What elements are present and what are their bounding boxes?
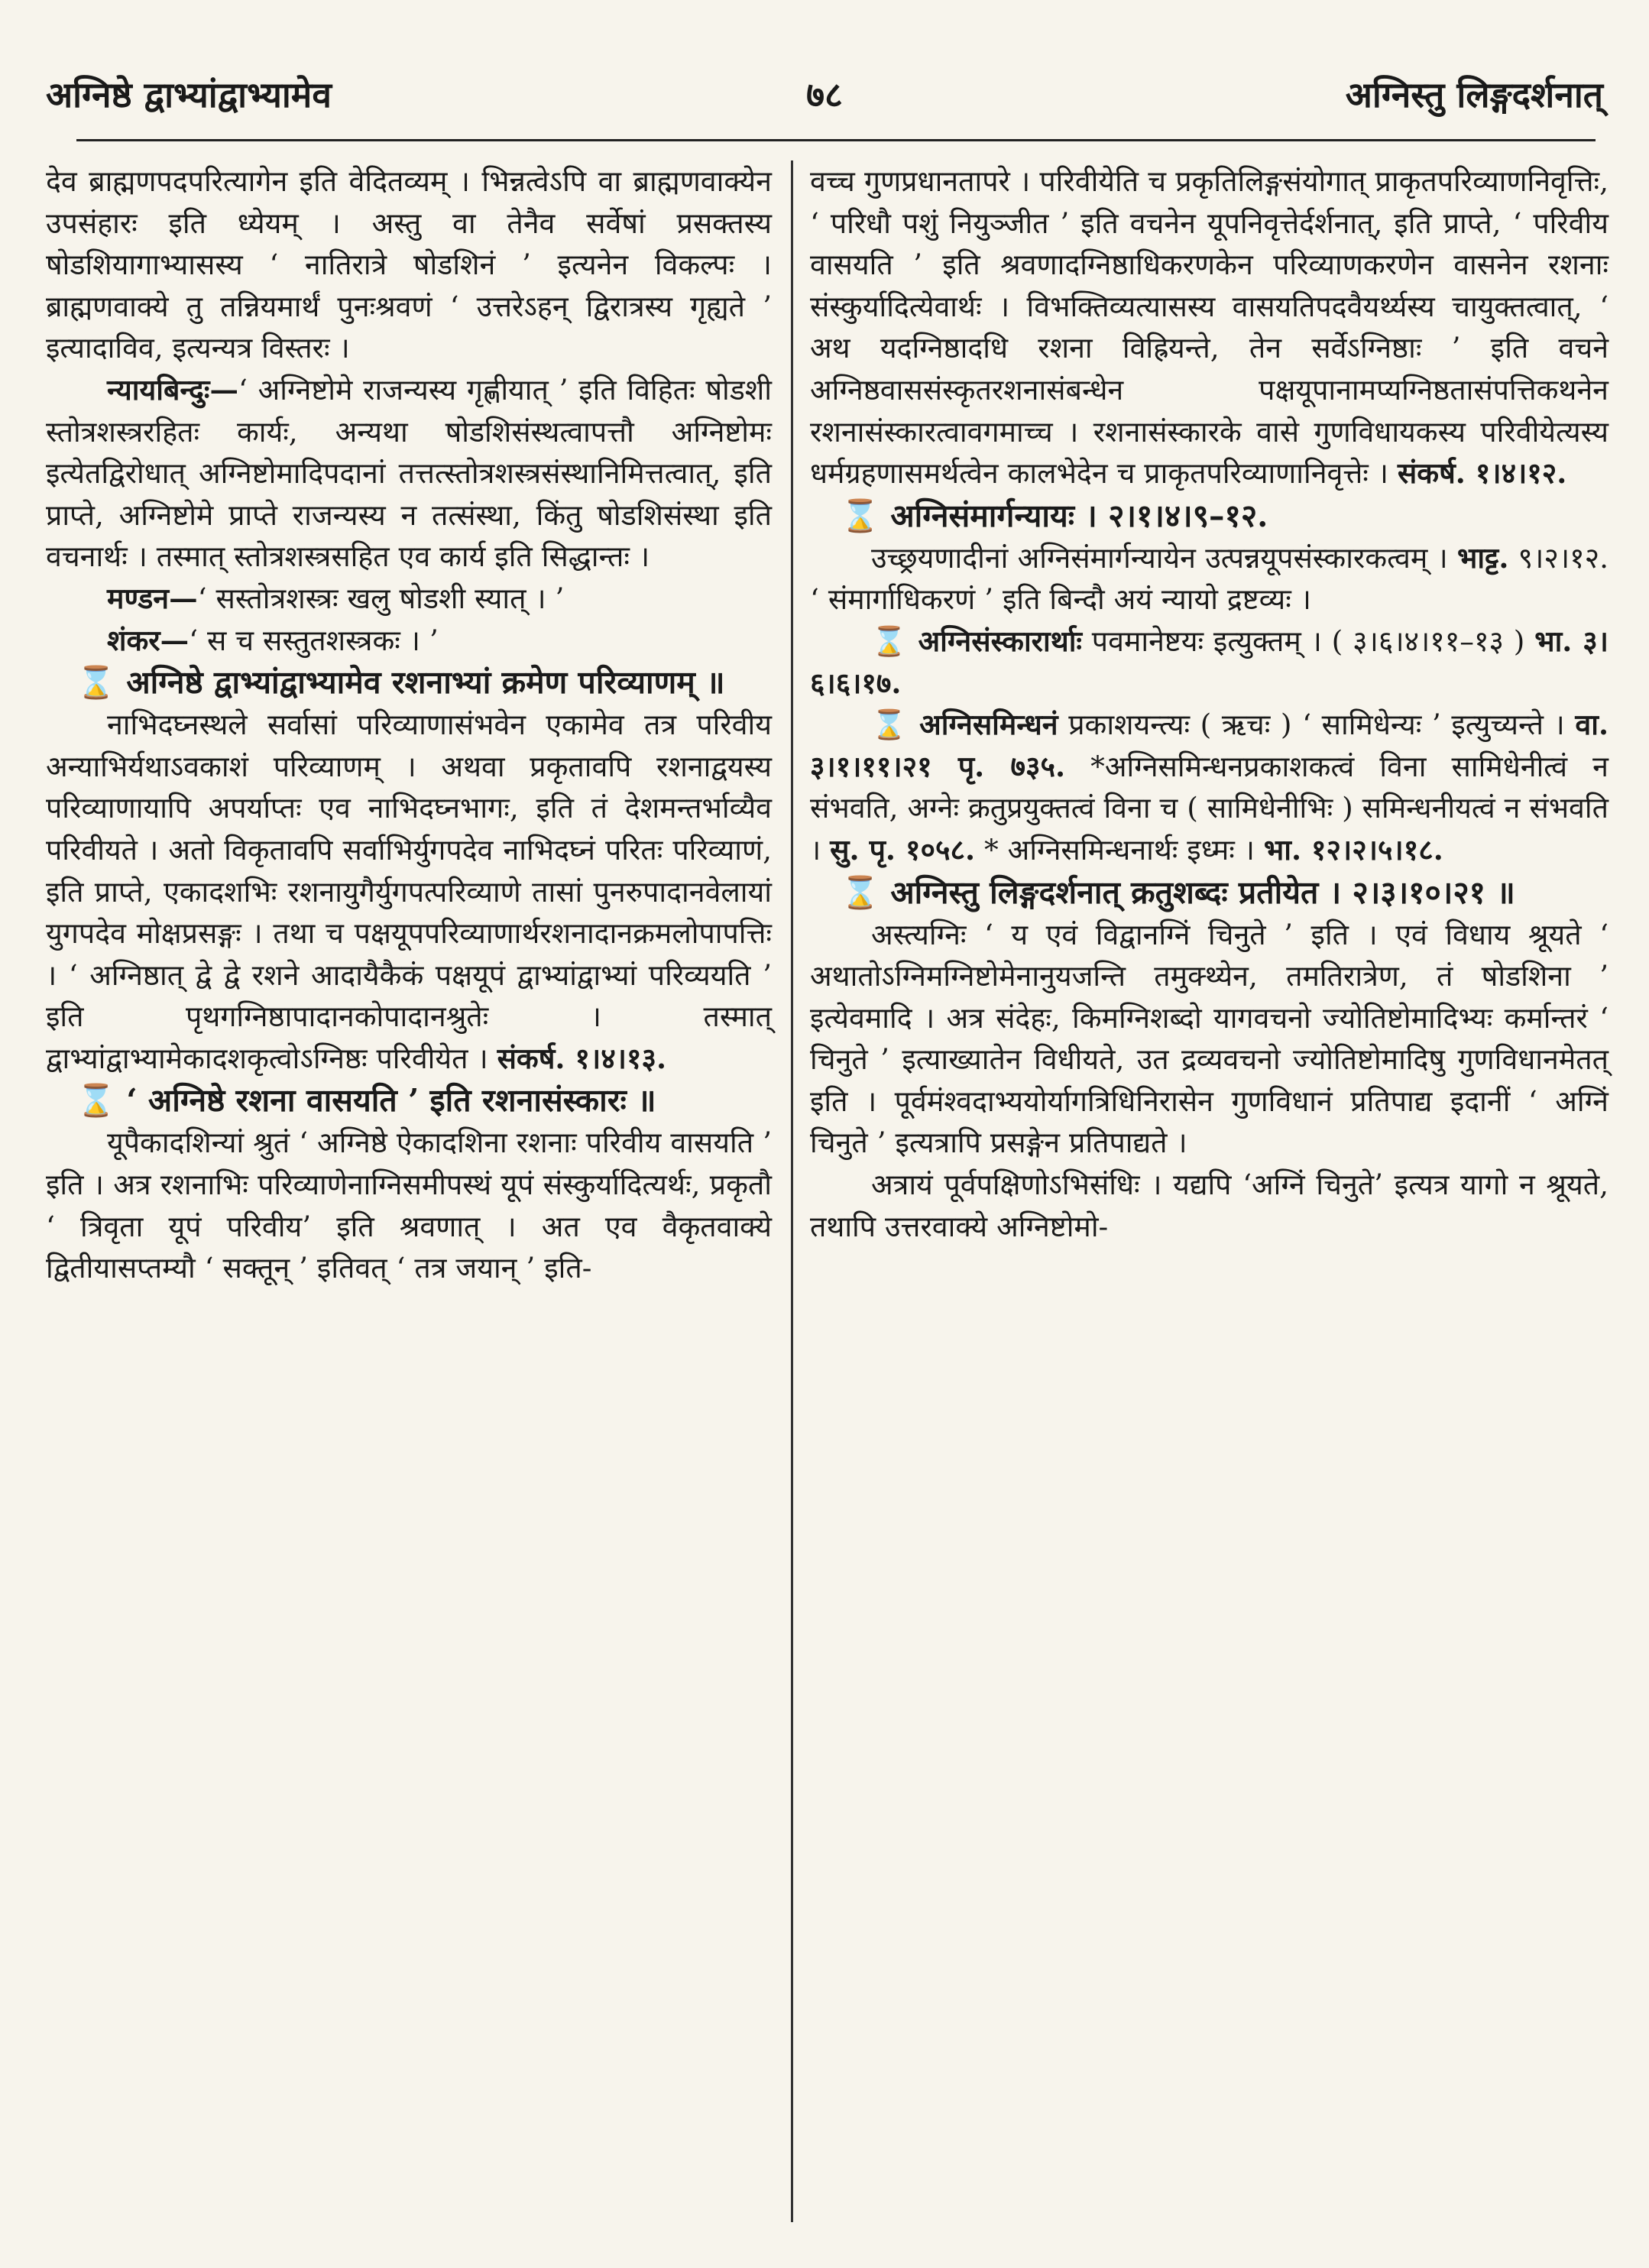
- reference: संकर्ष. १।४।१३.: [497, 1041, 666, 1075]
- right-paragraph-5: अत्रायं पूर्वपक्षिणोऽभिसंधिः । यद्यपि ‘अग्निं चिनुते’ इत्यत्र यागो न श्रूयते, तथापि उत्तरवाक्ये अग्निष्टोमो-: [810, 1168, 1609, 1243]
- section-heading-5: ⌛ अग्निसमिन्धनं प्रकाशयन्त्यः ( ऋचः ) ‘ सामिधेन्यः ’ इत्युच्यन्ते । वा. ३।१।११।२१ पृ. ७३५. *अग्निसमिन्धनप्रकाशकत्वं विना सामिधेनीत्वं न संभवति, अग्नेः क्रतुप्रयुक्तत्वं विना च ( सामिधेनीभिः ) समिन्धनीयत्वं न संभवति । सु. पृ. १०५८. * अग्निसमिन्धनार्थः इध्मः । भा. १२।२।५।१८.: [810, 708, 1609, 867]
- section-mark-icon: ⌛: [871, 624, 918, 658]
- section-mark-icon: ⌛: [871, 708, 920, 742]
- reference: संकर्ष. १।४।१२.: [1397, 456, 1567, 491]
- page-header: [46, 70, 1603, 131]
- mandana-quote: [46, 578, 772, 620]
- page-number: ७८: [806, 74, 843, 115]
- section-heading-1: ⌛ अग्निष्ठे द्वाभ्यांद्वाभ्यामेव रशनाभ्यां क्रमेण परिव्याणम् ॥: [76, 664, 725, 701]
- left-paragraph-2: नाभिदघ्नस्थले सर्वासां परिव्याणासंभवेन एकामेव तत्र परिवीय अन्याभिर्यथाऽवकाशं परिव्याणम् । अथवा प्रकृतावपि रशनाद्वयस्य परिव्याणायापि अपर्याप्तः एव नाभिदघ्नभागः, इति तं देशमन्तर्भाव्यैव परिवीयते । अतो विकृतावपि सर्वाभिर्युगपदेव नाभिदघ्नं परितः परिव्याणं, इति प्राप्ते, एकादशभिः रशनायुगैर्युगपत्परिव्याणे तासां पुनरुपादानवेलायां युगपदेव मोक्षप्रसङ्गः । तथा च पक्षयूपपरिव्याणार्थरशनादानक्रमलोपापत्तिः । ‘ अग्निष्ठात् द्वे द्वे रशने आदायैकैकं पक्षयूपं द्वाभ्यांद्वाभ्यां परिव्ययति ’ इति पृथगग्निष्ठापादानकोपादानश्रुतेः । तस्मात् द्वाभ्यांद्वाभ्यामेकादशकृत्वोऽग्निष्ठः परिवीयेत । संकर्ष. १।४।१३.: [46, 708, 772, 1075]
- section-heading-2: ⌛ ‘ अग्निष्ठे रशना वासयति ’ इति रशनासंस्कारः ॥: [76, 1082, 656, 1119]
- left-column: [46, 160, 772, 2237]
- header-rule: [76, 139, 1596, 141]
- right-column: [810, 160, 1609, 2237]
- column-divider: [791, 160, 793, 2222]
- nyaya-bindu-label: न्यायबिन्दुः—: [107, 372, 238, 407]
- mandana-text: ‘ सस्तोत्रशस्त्रः खलु षोडशी स्यात् । ’: [197, 581, 565, 615]
- shankara-quote: [46, 620, 772, 662]
- shankara-text: ‘ स च सस्तुतशस्त्रकः । ’: [189, 623, 439, 657]
- left-paragraph-1: देव ब्राह्मणपदपरित्यागेन इति वेदितव्यम् । भिन्नत्वेऽपि वा ब्राह्मणवाक्येन उपसंहारः इति ध्येयम् । अस्तु वा तेनैव सर्वेषां प्रसक्तस्य षोडशियागाभ्यासस्य ‘ नातिरात्रे षोडशिनं ’ इत्यनेन विकल्पः । ब्राह्मणवाक्ये तु तन्नियमार्थं पुनःश्रवणं ‘ उत्तरेऽहन् द्विरात्रस्य गृह्यते ’ इत्यादाविव, इत्यन्यत्र विस्तरः ।: [46, 164, 772, 365]
- nyaya-bindu-text: ‘ अग्निष्टोमे राजन्यस्य गृह्णीयात् ’ इति विहितः षोडशी स्तोत्रशस्त्ररहितः कार्यः, अन्यथा षोडशिसंस्थत्वापत्तौ अग्निष्टोमः इत्येतद्विरोधात् अग्निष्टोमादिपदानां तत्तत्स्तोत्रशस्त्रसंस्थानिमित्तत्वात्, इति प्राप्ते, अग्निष्टोमे प्राप्ते राजन्यस्य न तत्संस्था, किंतु षोडशिसंस्था इति वचनार्थः । तस्मात् स्तोत्रशस्त्रसहित एव कार्य इति सिद्धान्तः ।: [46, 372, 772, 574]
- section-mark-icon: ⌛: [841, 497, 891, 534]
- right-paragraph-4: अस्त्यग्निः ‘ य एवं विद्वानग्निं चिनुते ’ इति । एवं विधाय श्रूयते ‘ अथातोऽग्निमग्निष्टोमेनानुयजन्ति तमुक्थ्येन, तमतिरात्रेण, तं षोडशिना ’ इत्येवमादि । अत्र संदेहः, किमग्निशब्दो यागवचनो ज्योतिष्टोमादिभ्यः कर्मान्तरं ‘ चिनुते ’ इत्याख्यातेन विधीयते, उत द्रव्यवचनो ज्योतिष्टोमादिषु गुणविधानमेतत् इति । पूर्वमंश्वदाभ्ययोर्यागत्रिधिनिरासेन गुणविधानं प्रतिपाद्य इदानीं ‘ अग्निं चिनुते ’ इत्यत्रापि प्रसङ्गेन प्रतिपाद्यते ।: [810, 917, 1609, 1160]
- right-paragraph-2: उच्छ्रयणादीनां अग्निसंमार्गन्यायेन उत्पन्नयूपसंस्कारकत्वम् । भाट्ट. ९।२।१२. ‘ संमार्गाधिकरणं ’ इति बिन्दौ अयं न्यायो द्रष्टव्यः ।: [810, 540, 1609, 617]
- nyaya-bindu-paragraph: [46, 369, 772, 578]
- left-paragraph-3: यूपैकादशिन्यां श्रुतं ‘ अग्निष्ठे ऐकादशिना रशनाः परिवीय वासयति ’ इति । अत्र रशनाभिः परिव्याणेनाग्निसमीपस्थं यूपं संस्कुर्यादित्यर्थः, प्रकृतौ ‘ त्रिवृता यूपं परिवीय’ इति श्रवणात् । अत एव वैकृतवाक्ये द्वितीयासप्तम्यौ ‘ सक्तून् ’ इतिवत् ‘ तत्र जयान् ’ इति-: [46, 1126, 772, 1285]
- section-mark-icon: ⌛: [76, 664, 127, 701]
- section-heading-3: ⌛ अग्निसंमार्गन्यायः । २।१।४।९–१२.: [841, 497, 1268, 534]
- section-heading-4: ⌛ अग्निसंस्कारार्थाः पवमानेष्टयः इत्युक्तम् । ( ३।६।४।११–१३ ) भा. ३।६।६।१७.: [810, 624, 1609, 700]
- section-heading-6: ⌛ अग्निस्तु लिङ्गदर्शनात् क्रतुशब्दः प्रतीयेत । २।३।१०।२१ ॥: [841, 873, 1515, 911]
- section-mark-icon: ⌛: [841, 873, 891, 911]
- right-paragraph-1: वच्च गुणप्रधानतापरे । परिवीयेति च प्रकृतिलिङ्गसंयोगात् प्राकृतपरिव्याणनिवृत्तिः, ‘ परिधौ पशुं नियुञ्जीत ’ इति वचनेन यूपनिवृत्तेर्दर्शनात्, इति प्राप्ते, ‘ परिवीय वासयति ’ इति श्रवणादग्निष्ठाधिकरणकेन परिव्याणकरणेन वासनेन रशनाः संस्कुर्यादित्येवार्थः । विभक्तिव्यत्यासस्य वासयतिपदवैयर्थ्यस्य चायुक्तत्वात्, ‘ अथ यदग्निष्ठादधि रशना विह्रियन्ते, तेन सर्वेऽग्निष्ठाः ’ इति वचने अग्निष्ठवाससंस्कृतरशनासंबन्धेन पक्षयूपानामप्यग्निष्ठतासंपत्तिकथनेन रशनासंस्कारत्वावगमाच्च । रशनासंस्कारके वासे गुणविधायकस्य परिवीयेत्यस्य धर्मग्रहणासमर्थत्वेन कालभेदेन च प्राकृतपरिव्याणानिवृत्तेः । संकर्ष. १।४।१२.: [810, 164, 1609, 491]
- section-mark-icon: ⌛: [76, 1082, 127, 1119]
- shankara-label: शंकर—: [107, 623, 190, 657]
- running-head-right: अग्निस्तु लिङ्गदर्शनात्: [1345, 74, 1603, 115]
- running-head-left: अग्निष्ठे द्वाभ्यांद्वाभ्यामेव: [46, 74, 332, 115]
- mandana-label: मण्डन—: [107, 581, 198, 615]
